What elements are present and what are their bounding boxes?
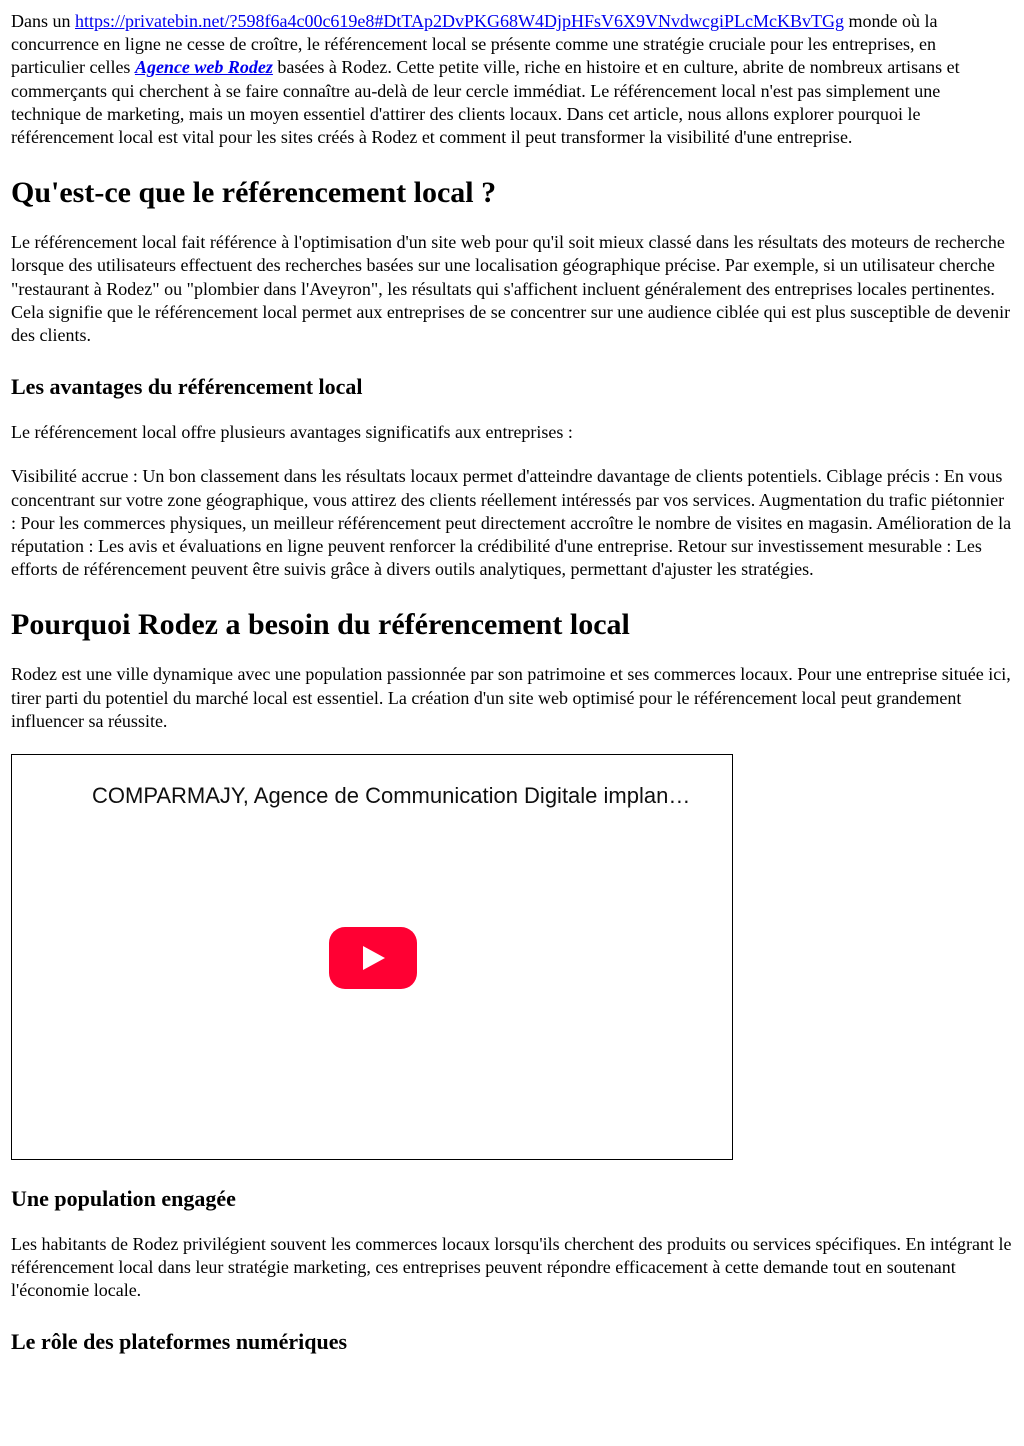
agence-web-rodez-link[interactable]: Agence web Rodez bbox=[134, 57, 273, 78]
youtube-video-embed[interactable] bbox=[11, 754, 733, 1160]
heading-advantages: Les avantages du référencement local bbox=[11, 374, 363, 400]
paragraph-engaged-population: Les habitants de Rodez privilégient souvent les commerces locaux lorsqu'ils cherchent des produits ou services spécifiques. En intégrant le référencement local dans leur stratégie marketing, ces entreprises peuvent répondre efficacement à cette demande tout en soutenant l'économie locale. bbox=[11, 1234, 1012, 1301]
paragraph-advantages-list: Visibilité accrue : Un bon classement dans les résultats locaux permet d'atteindre davantage de clients potentiels. Ciblage précis : En vous concentrant sur votre zone géographique, vous attirez des clients réellement intéressés par vos services. Augmentation du trafic piétonnier : Pour les commerces physiques, un meilleur référencement peut directement accroître le nombre de visites en magasin. Amélioration de la réputation : Les avis et évaluations en ligne peuvent renforcer la crédibilité d'une entreprise. Retour sur investissement mesurable : Les efforts de référencement peuvent être suivis grâce à divers outils analytiques, permettant d'ajuster les stratégies. bbox=[11, 466, 1012, 580]
intro-prefix: Dans un bbox=[11, 11, 75, 31]
paragraph-advantages-intro: Le référencement local offre plusieurs avantages significatifs aux entreprises : bbox=[11, 422, 573, 443]
play-icon bbox=[360, 945, 386, 971]
intro-text-before-anchor: monde où la concurrence en ligne ne cesse de croître, le référencement local se présente comme une stratégie cruciale pour les entreprises, en particulier celles bbox=[11, 11, 938, 78]
video-title[interactable]: COMPARMAJY, Agence de Communication Digitale implan… bbox=[92, 783, 691, 809]
paragraph-what-is-local-seo: Le référencement local fait référence à l'optimisation d'un site web pour qu'il soit mieux classé dans les résultats des moteurs de recherche lorsque des utilisateurs effectuent des recherches basées sur une localisation géographique précise. Par exemple, si un utilisateur cherche "restaurant à Rodez" ou "plombier dans l'Aveyron", les résultats qui s'affichent incluent généralement des entreprises locales pertinentes. Cela signifie que le référencement local permet aux entreprises de se concentrer sur une audience ciblée qui est plus susceptible de devenir des clients. bbox=[11, 232, 1011, 346]
intro-text-after-anchor: basées à Rodez. Cette petite ville, riche en histoire et en culture, abrite de nombreux artisans et commerçants qui cherchent à se faire connaître au-delà de leur cercle immédiat. Le référencement local n'est pas simplement une technique de marketing, mais un moyen essentiel d'attirer des clients locaux. Dans cet article, nous allons explorer pourquoi le référencement local est vital pour les sites créés à Rodez et comment il peut transformer la visibilité d'une entreprise. bbox=[11, 57, 960, 148]
video-play-button[interactable] bbox=[329, 927, 417, 989]
heading-digital-platforms: Le rôle des plateformes numériques bbox=[11, 1328, 348, 1354]
paragraph-why-rodez: Rodez est une ville dynamique avec une population passionnée par son patrimoine et ses commerces locaux. Pour une entreprise située ici, tirer parti du potentiel du marché local est essentiel. La création d'un site web optimisé pour le référencement local peut grandement influencer sa réussite. bbox=[11, 664, 1011, 731]
intro-paragraph bbox=[11, 10, 1013, 149]
heading-why-rodez: Pourquoi Rodez a besoin du référencement local bbox=[11, 608, 630, 642]
heading-engaged-population: Une population engagée bbox=[11, 1186, 236, 1212]
heading-what-is-local-seo: Qu'est-ce que le référencement local ? bbox=[11, 176, 497, 210]
privatebin-link[interactable]: https://privatebin.net/?598f6a4c00c619e8#DtTAp2DvPKG68W4DjpHFsV6X9VNvdwcgiPLcMcKBvTGg bbox=[75, 11, 844, 31]
